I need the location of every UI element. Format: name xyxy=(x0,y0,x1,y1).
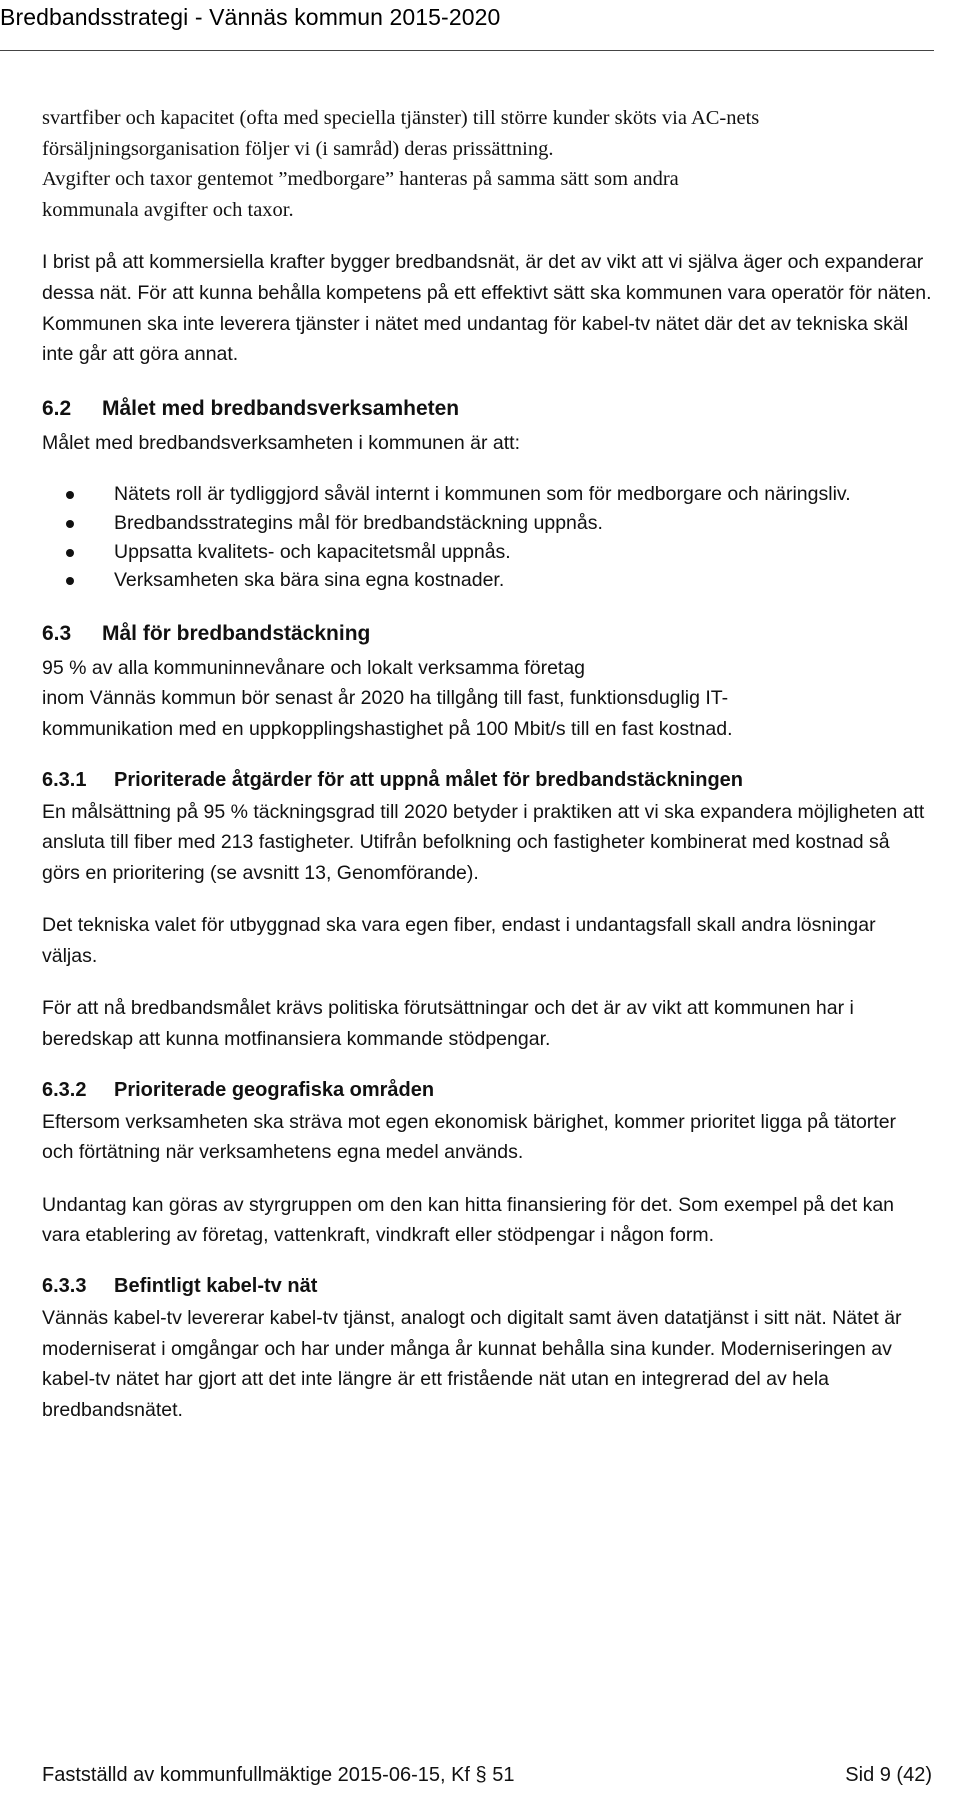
bullet-icon xyxy=(66,491,74,499)
page-header xyxy=(0,0,934,51)
paragraph: Eftersom verksamheten ska sträva mot egen ekonomisk bärighet, kommer prioritet ligga på tätorter och förtätning när verksamhetens egna medel används. xyxy=(42,1110,897,1164)
heading-6-2 xyxy=(42,394,932,424)
goal-list xyxy=(42,480,932,594)
text-line: kommunikation med en uppkopplingshastighet på 100 Mbit/s till en fast kostnad. xyxy=(42,717,733,740)
bullet-icon xyxy=(66,520,74,528)
heading-text: Prioriterade åtgärder för att uppnå målet för bredbandstäckningen xyxy=(114,768,744,791)
list-item: Uppsatta kvalitets- och kapacitetsmål uppnås. xyxy=(42,538,932,567)
heading-6-3-1 xyxy=(42,765,932,795)
footer-adoption-note: Fastställd av kommunfullmäktige 2015-06-15, Kf § 51 xyxy=(42,1764,515,1786)
heading-number: 6.3.2 xyxy=(42,1078,87,1101)
section-lead: Målet med bredbandsverksamheten i kommunen är att: xyxy=(42,431,520,454)
heading-6-3-3 xyxy=(42,1271,932,1301)
page-footer xyxy=(42,1764,932,1787)
page-content xyxy=(42,103,932,1425)
paragraph: En målsättning på 95 % täckningsgrad till 2020 betyder i praktiken att vi ska expandera möjligheten att ansluta till fiber med 213 fastigheter. Utifrån befolkning och fastigheter kombinerat med kostnad så görs en prioritering (se avsnitt 13, Genomförande). xyxy=(42,800,925,884)
heading-text: Befintligt kabel-tv nät xyxy=(114,1275,318,1298)
heading-6-3-2 xyxy=(42,1075,932,1105)
intro-paragraph-2: I brist på att kommersiella krafter bygger bredbandsnät, är det av vikt att vi själva äger och expanderar dessa nät. För att kunna behålla kompetens på ett effektivt sätt ska kommunen vara operatör för näten. Kommunen ska inte leverera tjänster i nätet med undantag för kabel-tv nätet där det av tekniska skäl inte går att göra annat. xyxy=(42,251,932,366)
list-item: Verksamheten ska bära sina egna kostnader. xyxy=(42,566,932,595)
heading-number: 6.3 xyxy=(42,621,72,645)
heading-number: 6.2 xyxy=(42,396,72,420)
text-line: 95 % av alla kommuninnevånare och lokalt verksamma företag xyxy=(42,656,586,679)
bullet-icon xyxy=(66,577,74,585)
text-line: kommunala avgifter och taxor. xyxy=(42,198,294,221)
document-title: Bredbandsstrategi - Vännäs kommun 2015-2020 xyxy=(0,4,501,30)
intro-paragraph-1 xyxy=(42,103,932,225)
text-line: Avgifter och taxor gentemot ”medborgare” hanteras på samma sätt som andra xyxy=(42,168,679,191)
heading-number: 6.3.1 xyxy=(42,768,87,791)
text-line: inom Vännäs kommun bör senast år 2020 ha tillgång till fast, funktionsduglig IT- xyxy=(42,687,729,710)
list-item: Nätets roll är tydliggjord såväl internt i kommunen som för medborgare och näringsliv. xyxy=(42,480,932,509)
coverage-goal-paragraph xyxy=(42,653,932,745)
text-line: försäljningsorganisation följer vi (i samråd) deras prissättning. xyxy=(42,137,554,160)
text-line: svartfiber och kapacitet (ofta med speciella tjänster) till större kunder sköts via AC-nets xyxy=(42,107,760,129)
heading-text: Prioriterade geografiska områden xyxy=(114,1078,435,1101)
heading-number: 6.3.3 xyxy=(42,1275,87,1298)
bullet-icon xyxy=(66,549,74,557)
heading-text: Mål för bredbandstäckning xyxy=(102,621,371,645)
heading-6-3 xyxy=(42,619,932,649)
paragraph: Det tekniska valet för utbyggnad ska vara egen fiber, endast i undantagsfall skall andra lösningar väljas. xyxy=(42,914,876,967)
paragraph: Vännäs kabel-tv levererar kabel-tv tjänst, analogt och digitalt samt även datatjänst i sitt nät. Nätet är moderniserat i omgångar och har under många år kunnat behålla sina kunder. Moderniseringen av kabel-tv nätet har gjort att det inte längre är ett fristående nät utan en integrerad del av hela bredbandsnätet. xyxy=(42,1307,902,1421)
paragraph: Undantag kan göras av styrgruppen om den kan hitta finansiering för det. Som exempel på det kan vara etablering av företag, vattenkraft, vindkraft eller stödpengar i någon form. xyxy=(42,1193,895,1247)
page-number: Sid 9 (42) xyxy=(845,1764,932,1786)
heading-text: Målet med bredbandsverksamheten xyxy=(102,396,460,420)
list-item: Bredbandsstrategins mål för bredbandstäckning uppnås. xyxy=(42,509,932,538)
paragraph: För att nå bredbandsmålet krävs politiska förutsättningar och det är av vikt att kommunen har i beredskap att kunna motfinansiera kommande stödpengar. xyxy=(42,997,854,1051)
